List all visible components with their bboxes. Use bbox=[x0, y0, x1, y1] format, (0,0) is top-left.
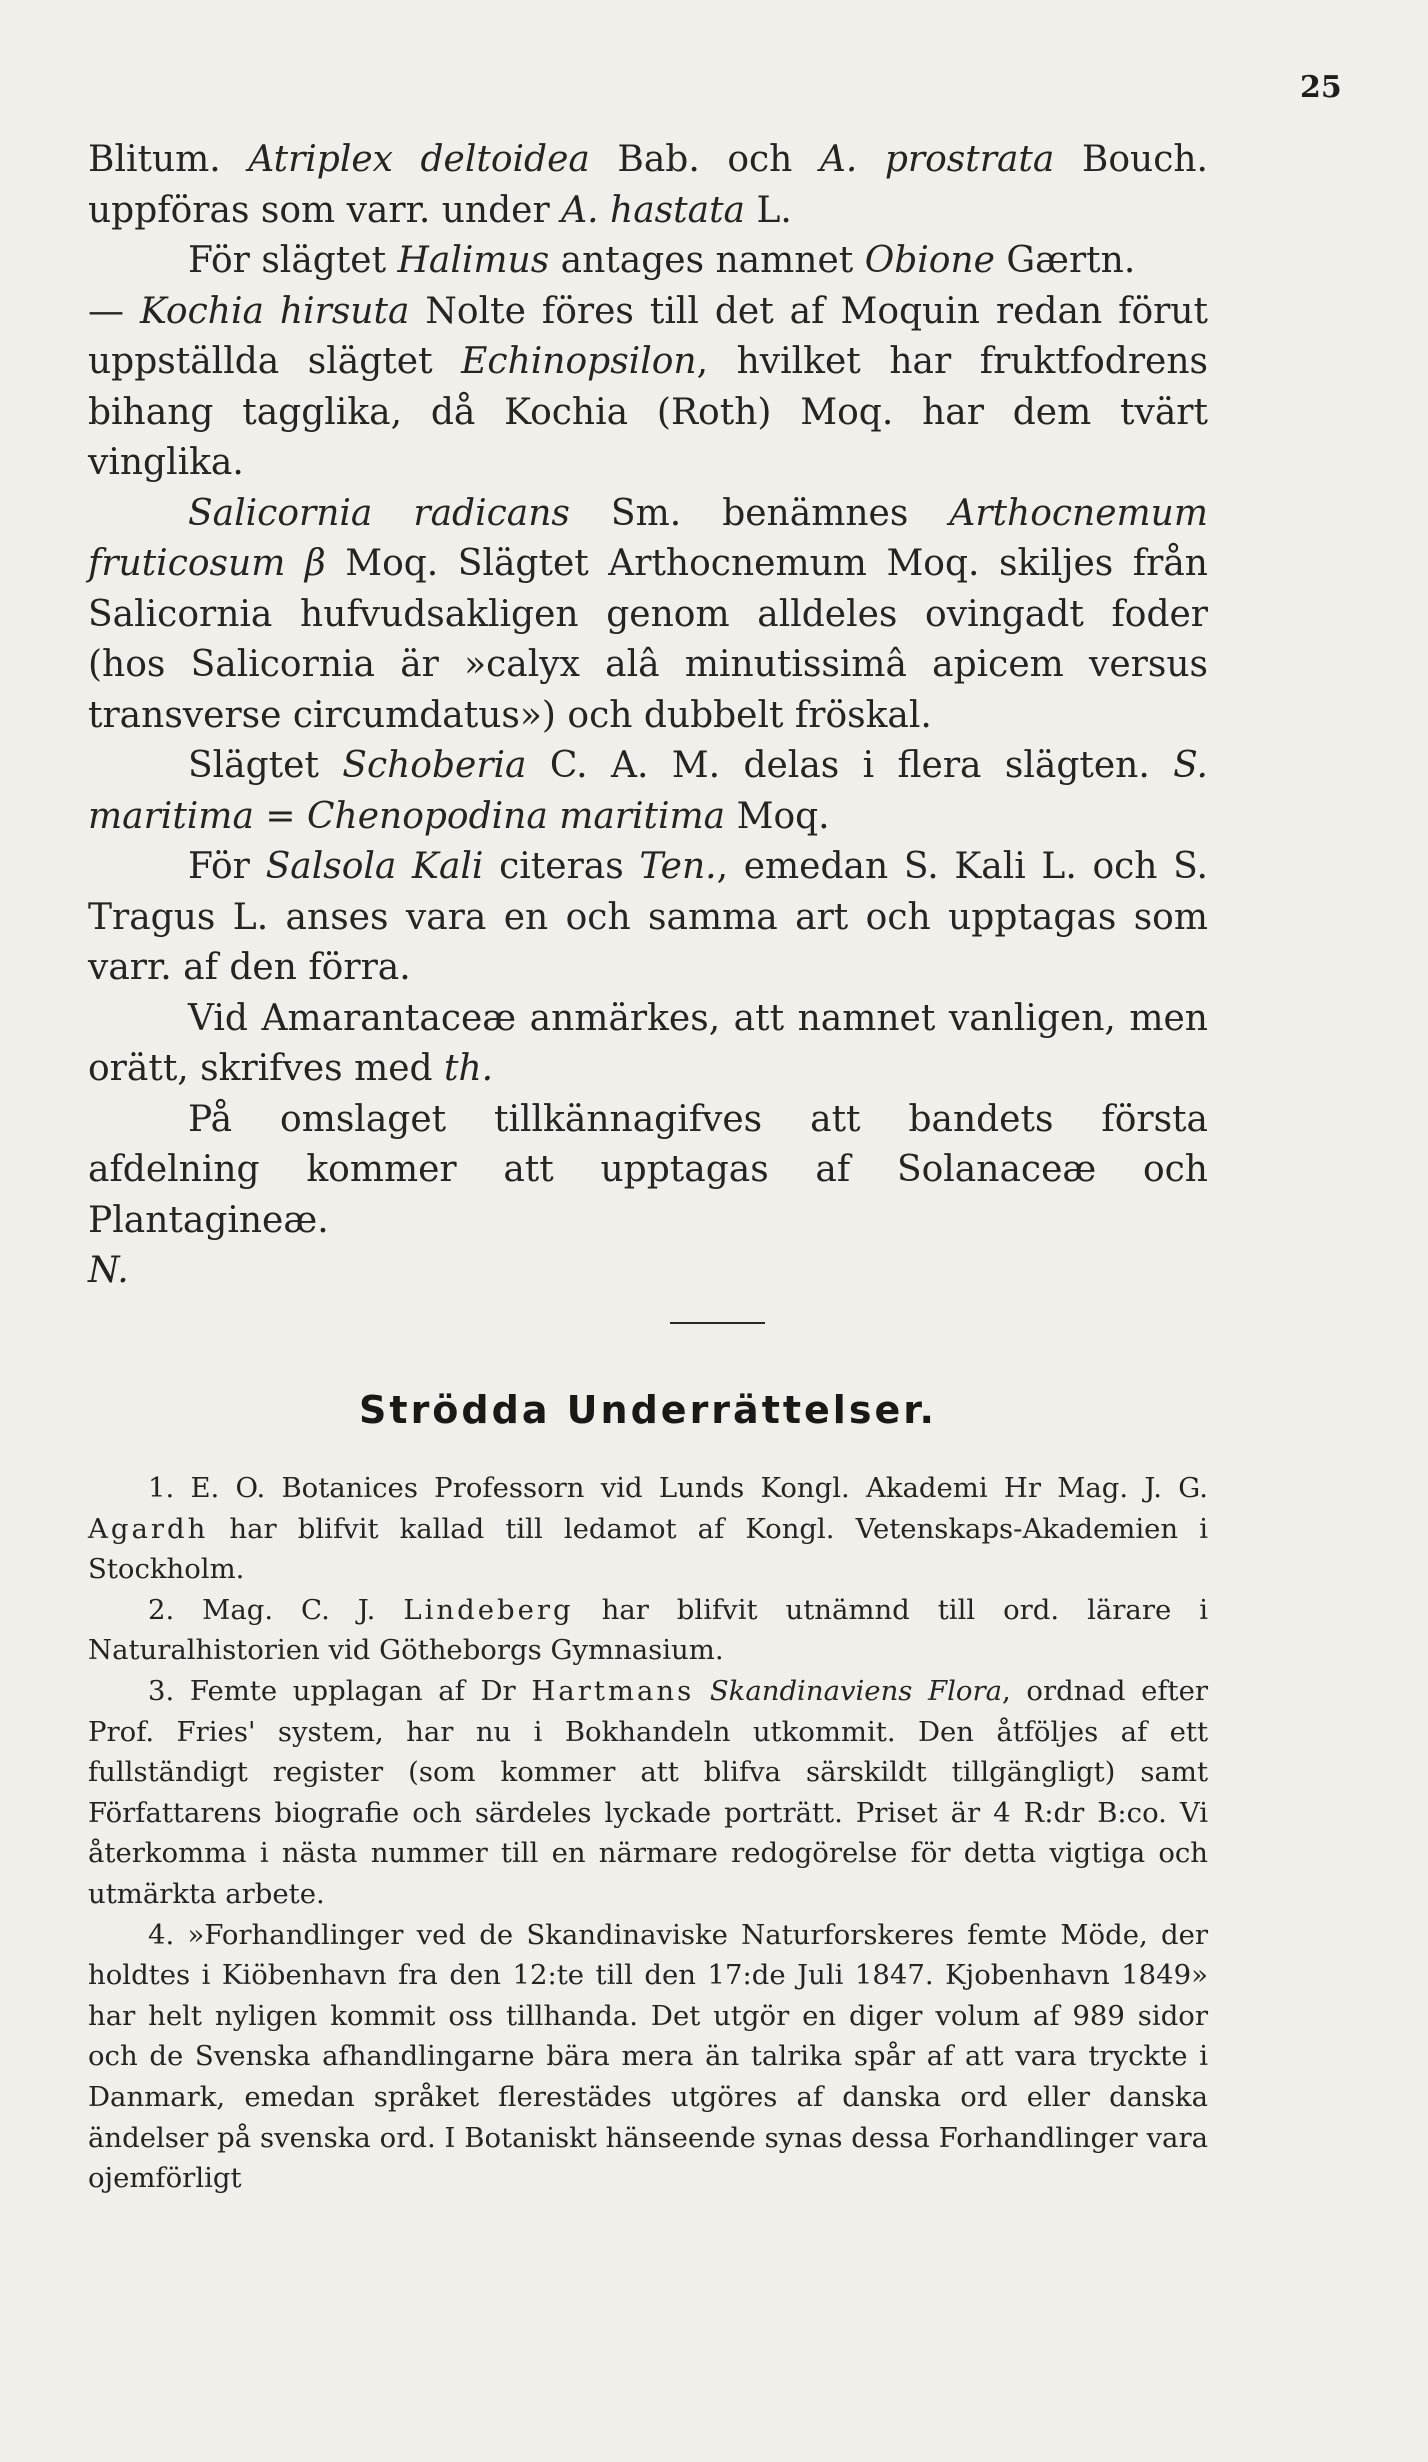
text-run: Gærtn. bbox=[994, 240, 1136, 281]
spaced-name-run: Agardh bbox=[88, 1512, 209, 1545]
italic-run: Salicornia radicans bbox=[188, 492, 570, 534]
text-run: Vid Amarantaceæ anmärkes, att namnet vanligen, men orätt, skrifves med bbox=[88, 997, 1208, 1089]
text-run: På omslaget tillkännagifves att bandets första afdelning kommer att upptagas af Solanaceæ och Plantagineæ. bbox=[88, 1098, 1208, 1241]
text-run: , hvilket har fruktfodrens bihang tagglika, då Kochia (Roth) Moq. har dem tvärt vinglika. bbox=[88, 341, 1209, 483]
italic-run: th. bbox=[444, 1048, 494, 1089]
paragraph bbox=[88, 236, 1208, 287]
numbered-item bbox=[88, 1915, 1208, 2199]
text-run: , ordnad efter Prof. Fries' system, har nu i Bokhandeln utkommit. Den åtföljes af ett fullständigt register (som kommer att blifva särskildt tillgängligt) samt Författarens biografie och särdeles lyckade porträtt. Priset är 4 R:dr B:co. Vi återkomma i nästa nummer till en närmare redogörelse för detta vigtiga och utmärkta arbete. bbox=[88, 1674, 1208, 1910]
italic-run: Ten. bbox=[639, 846, 717, 887]
text-run bbox=[694, 1675, 710, 1707]
italic-run: Atriplex deltoidea bbox=[248, 139, 590, 180]
paragraph bbox=[88, 741, 1208, 842]
text-run: Moq. bbox=[725, 795, 830, 837]
text-run: 3. Femte upplagan af Dr bbox=[148, 1674, 532, 1707]
text-run: Moq. Slägtet Arthocnemum Moq. skiljes från Salicornia hufvudsakligen genom alldeles ovingadt foder (hos Salicornia är »calyx alâ minutissimâ apicem versus transverse circumdatus») och dubbelt fröskal. bbox=[88, 543, 1208, 736]
text-run: antages namnet bbox=[549, 240, 865, 281]
italic-run: Echinopsilon bbox=[461, 341, 697, 382]
numbered-item bbox=[88, 1671, 1208, 1915]
text-run: Bab. och bbox=[589, 139, 820, 180]
text-run: Sm. benämnes bbox=[569, 492, 950, 534]
text-run: — bbox=[88, 290, 140, 332]
numbered-item bbox=[88, 1468, 1208, 1590]
paragraph bbox=[88, 287, 1208, 489]
text-run: Bouch. uppföras som varr. under bbox=[88, 139, 1208, 231]
paragraph bbox=[88, 994, 1208, 1095]
text-run: För slägtet bbox=[188, 240, 398, 281]
text-run: 4. »Forhandlinger ved de Skandinaviske Naturforskeres femte Möde, der holdtes i Kiöbenhavn fra den 12:te till den 17:de Juli 1847. Kjobenhavn 1849» har helt nyligen kommit oss tillhanda. Det utgör en diger volum af 989 sidor och de Svenska afhandlingarne bära mera än talrika spår af att vara tryckte i Danmark, emedan språket flerestädes utgöres af danska ord eller danska ändelser på svenska ord. I Botaniskt hänseende synas dessa Forhandlinger vara ojemförligt bbox=[88, 1918, 1208, 2195]
text-run: har blifvit kallad till ledamot af Kongl. Vetenskaps-Akademien i Stockholm. bbox=[88, 1512, 1208, 1586]
italic-run: Schoberia bbox=[342, 745, 527, 786]
italic-run: Arthocnemum fruticosum β bbox=[88, 492, 1208, 584]
paragraph bbox=[88, 842, 1208, 994]
italic-run: Chenopodina maritima bbox=[306, 795, 726, 837]
italic-run: A. prostrata bbox=[819, 139, 1055, 180]
text-run: Nolte föres till det af Moquin redan förut uppställda slägtet bbox=[88, 290, 1208, 382]
text-run: Slägtet bbox=[188, 745, 343, 786]
italic-run: Skandinaviens Flora bbox=[709, 1674, 1003, 1707]
text-run: citeras bbox=[483, 846, 640, 887]
italic-run: Kochia hirsuta bbox=[140, 290, 410, 332]
italic-run: A. hastata bbox=[561, 189, 745, 231]
paragraph bbox=[88, 489, 1208, 742]
spaced-name-run: Lindeberg bbox=[403, 1593, 574, 1626]
paragraph bbox=[88, 1095, 1208, 1247]
signature: N. bbox=[88, 1250, 129, 1291]
spaced-name-run: Hartmans bbox=[531, 1674, 695, 1707]
text-run: För bbox=[188, 846, 266, 887]
italic-run: Salsola Kali bbox=[265, 846, 484, 887]
text-run: , emedan S. Kali L. och S. Tragus L. anses vara en och samma art och upptagas som varr. af den förra. bbox=[88, 846, 1209, 988]
text-run: Blitum. bbox=[88, 139, 249, 180]
italic-run: S. maritima bbox=[88, 745, 1208, 837]
italic-run: Halimus bbox=[397, 240, 550, 281]
text-run: har blifvit utnämnd till ord. lärare i Naturalhistorien vid Götheborgs Gymnasium. bbox=[88, 1593, 1208, 1667]
text-run: L. bbox=[745, 189, 792, 231]
italic-run: Obione bbox=[864, 240, 995, 281]
upper-text-block bbox=[88, 135, 1208, 1297]
numbered-item bbox=[88, 1590, 1208, 1671]
lower-text-block bbox=[88, 1468, 1208, 2199]
text-run: C. A. M. delas i flera slägten. bbox=[526, 745, 1174, 786]
page-number: 25 bbox=[1300, 70, 1342, 105]
section-divider bbox=[670, 1322, 765, 1324]
text-run: 2. Mag. C. J. bbox=[148, 1593, 404, 1626]
text-run: = bbox=[253, 795, 307, 837]
paragraph bbox=[88, 135, 1208, 236]
section-heading: Strödda Underrättelser. bbox=[359, 1388, 937, 1432]
text-run: 1. E. O. Botanices Professorn vid Lunds Kongl. Akademi Hr Mag. J. G. bbox=[148, 1472, 1208, 1504]
